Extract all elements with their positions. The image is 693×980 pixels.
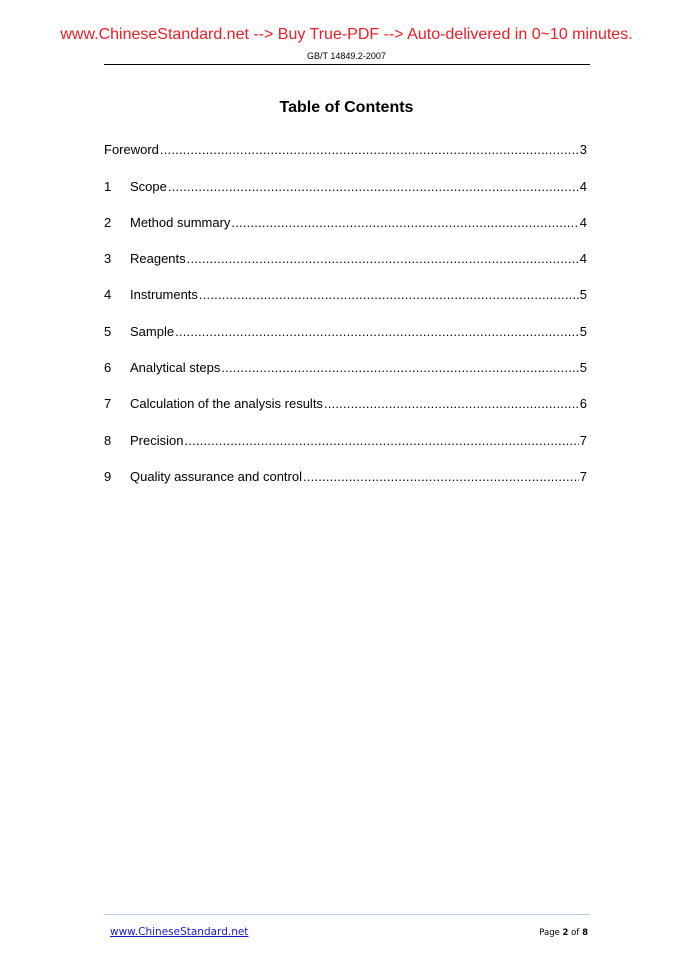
toc-leader-dots [168,179,579,195]
toc-entry-label: Quality assurance and control [130,468,302,484]
toc-leader-dots [184,433,578,449]
toc-entry-quality-assurance[interactable] [104,469,587,505]
toc-leader-dots [221,360,578,376]
toc-entry-label: Analytical steps [130,360,221,376]
total-pages-number: 8 [582,928,588,938]
toc-entry-scope[interactable] [104,178,587,214]
footer-website-link[interactable]: www.ChineseStandard.net [110,926,249,938]
toc-entry-label: Reagents [130,251,186,267]
toc-entry-number: 3 [104,251,112,267]
toc-entry-page: 7 [579,432,587,448]
toc-entry-page: 4 [579,178,587,194]
toc-entry-number: 7 [104,396,112,412]
standard-code: GB/T 14849.2-2007 [307,51,386,61]
toc-leader-dots [231,215,578,231]
toc-entry-calculation[interactable] [104,396,587,432]
toc-entry-number: 4 [104,287,112,303]
toc-entry-analytical-steps[interactable] [104,360,587,396]
toc-entry-label: Instruments [130,287,198,303]
promo-banner-link[interactable]: www.ChineseStandard.net --> Buy True-PDF --> Auto-delivered in 0~10 minutes. [60,26,633,43]
toc-entry-label: Foreword [104,142,159,158]
toc-entry-number: 1 [104,178,112,194]
toc-title: Table of Contents [279,99,414,116]
toc-entry-precision[interactable] [104,432,587,468]
toc-leader-dots [160,142,579,158]
toc-entry-page: 5 [579,287,587,303]
toc-entry-label: Precision [130,432,184,448]
toc-entry-number: 5 [104,323,112,339]
toc-entry-method-summary[interactable] [104,215,587,251]
toc-leader-dots [324,396,579,412]
toc-entry-number: 2 [104,214,112,230]
toc-entry-page: 3 [579,142,587,158]
toc-leader-dots [199,287,579,303]
toc-entry-number: 9 [104,468,112,484]
toc-entry-reagents[interactable] [104,251,587,287]
page-prefix: Page [539,928,560,938]
toc-entry-sample[interactable] [104,323,587,359]
toc-entry-page: 7 [579,468,587,484]
table-of-contents [104,142,587,505]
header-divider [104,64,590,65]
current-page-number: 2 [562,928,569,938]
toc-leader-dots [187,251,579,267]
toc-entry-instruments[interactable] [104,287,587,323]
toc-leader-dots [303,469,579,485]
toc-entry-label: Method summary [130,214,231,230]
toc-entry-number: 6 [104,360,112,376]
footer-divider [104,914,590,915]
page-of-label: of [571,928,580,938]
toc-entry-page: 4 [579,214,587,230]
toc-entry-label: Scope [130,178,167,194]
page-counter [539,928,588,938]
toc-entry-page: 5 [579,360,587,376]
toc-entry-label: Calculation of the analysis results [130,396,323,412]
toc-entry-page: 5 [579,323,587,339]
toc-entry-foreword[interactable] [104,142,587,178]
toc-entry-page: 6 [579,396,587,412]
toc-entry-page: 4 [579,251,587,267]
toc-entry-number: 8 [104,432,112,448]
toc-leader-dots [175,324,579,340]
toc-entry-label: Sample [130,323,175,339]
